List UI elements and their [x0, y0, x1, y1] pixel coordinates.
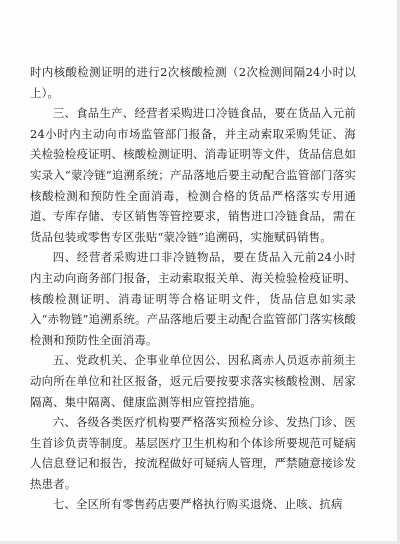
paragraph-item-6: 六、各级各类医疗机构要严格落实预检分诊、发热门诊、医生首诊负责等制度。基层医疗卫生机构和个体诊所要规范可疑病人信息登记和报告，按流程做好可疑病人管理，严禁随意接诊发热患者。: [30, 415, 356, 491]
paragraph-item-5: 五、党政机关、企事业单位因公、因私离赤人员返赤前须主动向所在单位和社区报备，返元后要按要求落实核酸检测、居家隔离、集中隔离、健康监测等相应管控措施。: [30, 353, 356, 409]
paragraph-item-4: 四、经营者采购进口非冷链物品，要在货品入元前24小时内主动向商务部门报备，主动索取报关单、海关检验检疫证明、核酸检测证明、消毒证明等合格证明文件，货品信息如实录入“赤物链”追溯系统。产品落地后要主动配合监管部门落实核酸检测和预防性全面消毒。: [30, 250, 356, 347]
paragraph-item-3: 三、食品生产、经营者采购进口冷链食品，要在货品入元前24小时内主动向市场监管部门报备，并主动索取采购凭证、海关检验检疫证明、核酸检测证明、消毒证明等文件，货品信息如实录入“蒙冷链”追溯系统；产品落地后要主动配合监管部门落实核酸检测和预防性全面消毒，检测合格的货品严格落实专用通道、专库存储、专区销售等管控要求，销售进口冷链食品，需在货品包装或零售专区张贴“蒙冷链”追溯码，实施赋码销售。: [30, 106, 356, 244]
document-body: [30, 62, 356, 515]
paragraph-continuation: 时内核酸检测证明的进行2次核酸检测（2次检测间隔24小时以上）。: [30, 65, 356, 100]
paragraph-item-7: 七、全区所有零售药店要严格执行购买退烧、止咳、抗病: [52, 497, 343, 512]
